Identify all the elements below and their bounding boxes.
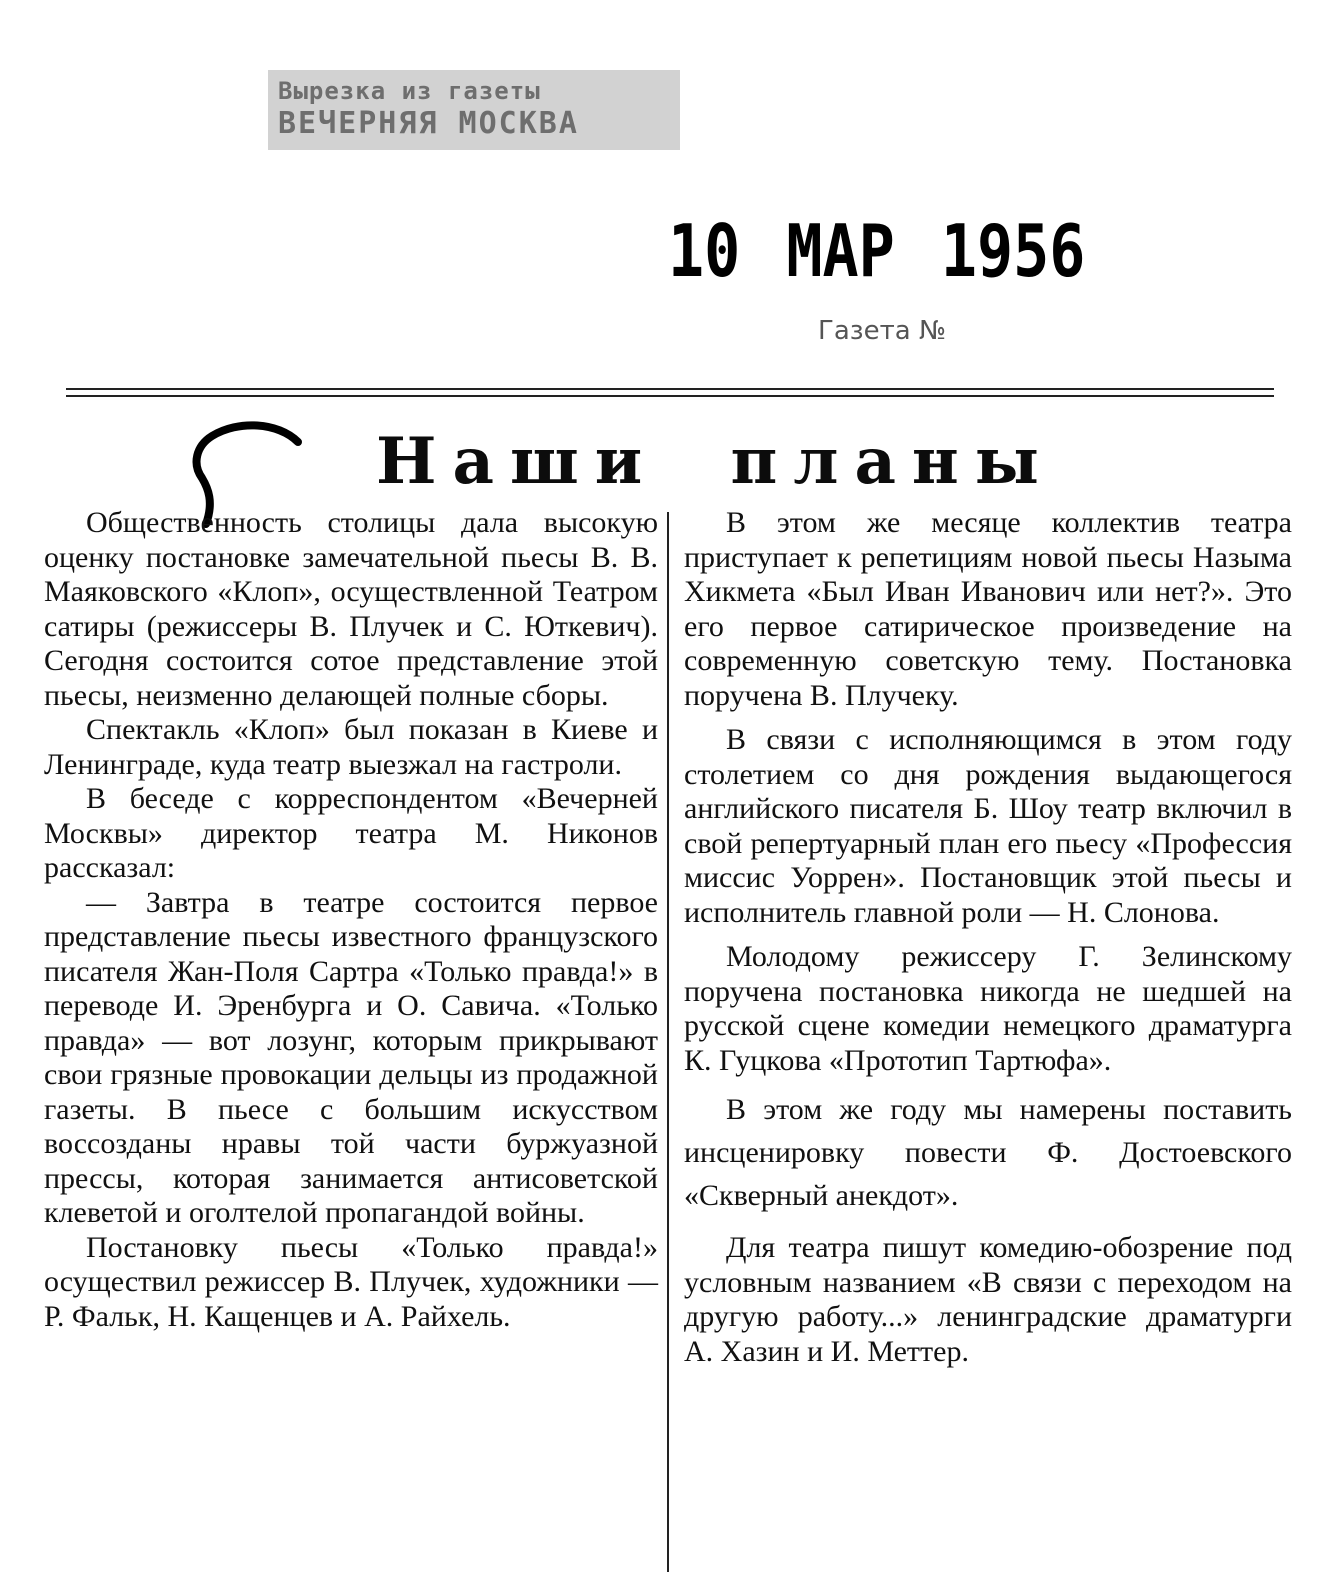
date-year: 1956 xyxy=(940,210,1086,294)
stamp-line-1: Вырезка из газеты xyxy=(278,77,541,105)
paragraph: Постановку пьесы «Только правда!» осуществил режиссер В. Плучек, художники — Р. Фальк, Н. Кащенцев и А. Райхель. xyxy=(44,1230,658,1333)
date-stamp xyxy=(668,204,1095,300)
article-headline: Наши планы xyxy=(376,424,1055,499)
paragraph: Для театра пишут комедию-обозрение под условным названием «В связи с переходом на другую работу...» ленинградские драматурги А. Хазин и И. Меттер. xyxy=(684,1231,1292,1368)
header-rule xyxy=(66,388,1274,397)
gazeta-number-label: Газета № xyxy=(818,316,946,346)
column-divider xyxy=(667,512,669,1572)
date-month: МАР xyxy=(786,210,895,294)
paragraph: В связи с исполняющимся в этом году столетием со дня рождения выдающегося английского писателя Б. Шоу театр включил в свой репертуарный план его пьесу «Профессия миссис Уоррен». Постановщик этой пьесы и исполнитель главной роли — Н. Слонова. xyxy=(684,723,1292,929)
right-column xyxy=(684,506,1292,1379)
date-day: 10 xyxy=(668,210,741,294)
clipping-source-stamp xyxy=(268,70,680,150)
paragraph: Спектакль «Клоп» был показан в Киеве и Ленинграде, куда театр выезжал на гастроли. xyxy=(44,713,658,781)
left-column xyxy=(44,506,658,1334)
paragraph: Молодому режиссеру Г. Зелинскому поручена постановка никогда не шедшей на русской сцене комедии немецкого драматурга К. Гуцкова «Прототип Тартюфа». xyxy=(684,940,1292,1077)
stamp-line-2: ВЕЧЕРНЯЯ МОСКВА xyxy=(278,106,579,141)
paragraph: В беседе с корреспондентом «Вечерней Москвы» директор театра М. Никонов рассказал: xyxy=(44,782,658,884)
paragraph: Общественность столицы дала высокую оценку постановке замечательной пьесы В. В. Маяковского «Клоп», осуществленной Театром сатиры (режиссеры В. Плучек и С. Юткевич). Сегодня состоится сотое представление этой пьесы, неизменно делающей полные сборы. xyxy=(44,506,658,712)
paragraph: В этом же году мы намерены поставить инсценировку повести Ф. Достоевского «Скверный анекдот». xyxy=(684,1093,1292,1212)
paragraph: — Завтра в театре состоится первое представление пьесы известного французского писателя Жан-Поля Сартра «Только правда!» в переводе И. Эренбурга и О. Савича. «Только правда» — вот лозунг, которым прикрывают свои грязные провокации дельцы из продажной газеты. В пьесе с большим искусством воссозданы нравы той части буржуазной прессы, которая занимается антисоветской клеветой и оголтелой пропагандой войны. xyxy=(44,885,658,1229)
paragraph: В этом же месяце коллектив театра приступает к репетициям новой пьесы Назыма Хикмета «Был Иван Иванович или нет?». Это его первое сатирическое произведение на современную советскую тему. Постановка поручена В. Плучеку. xyxy=(684,506,1292,712)
